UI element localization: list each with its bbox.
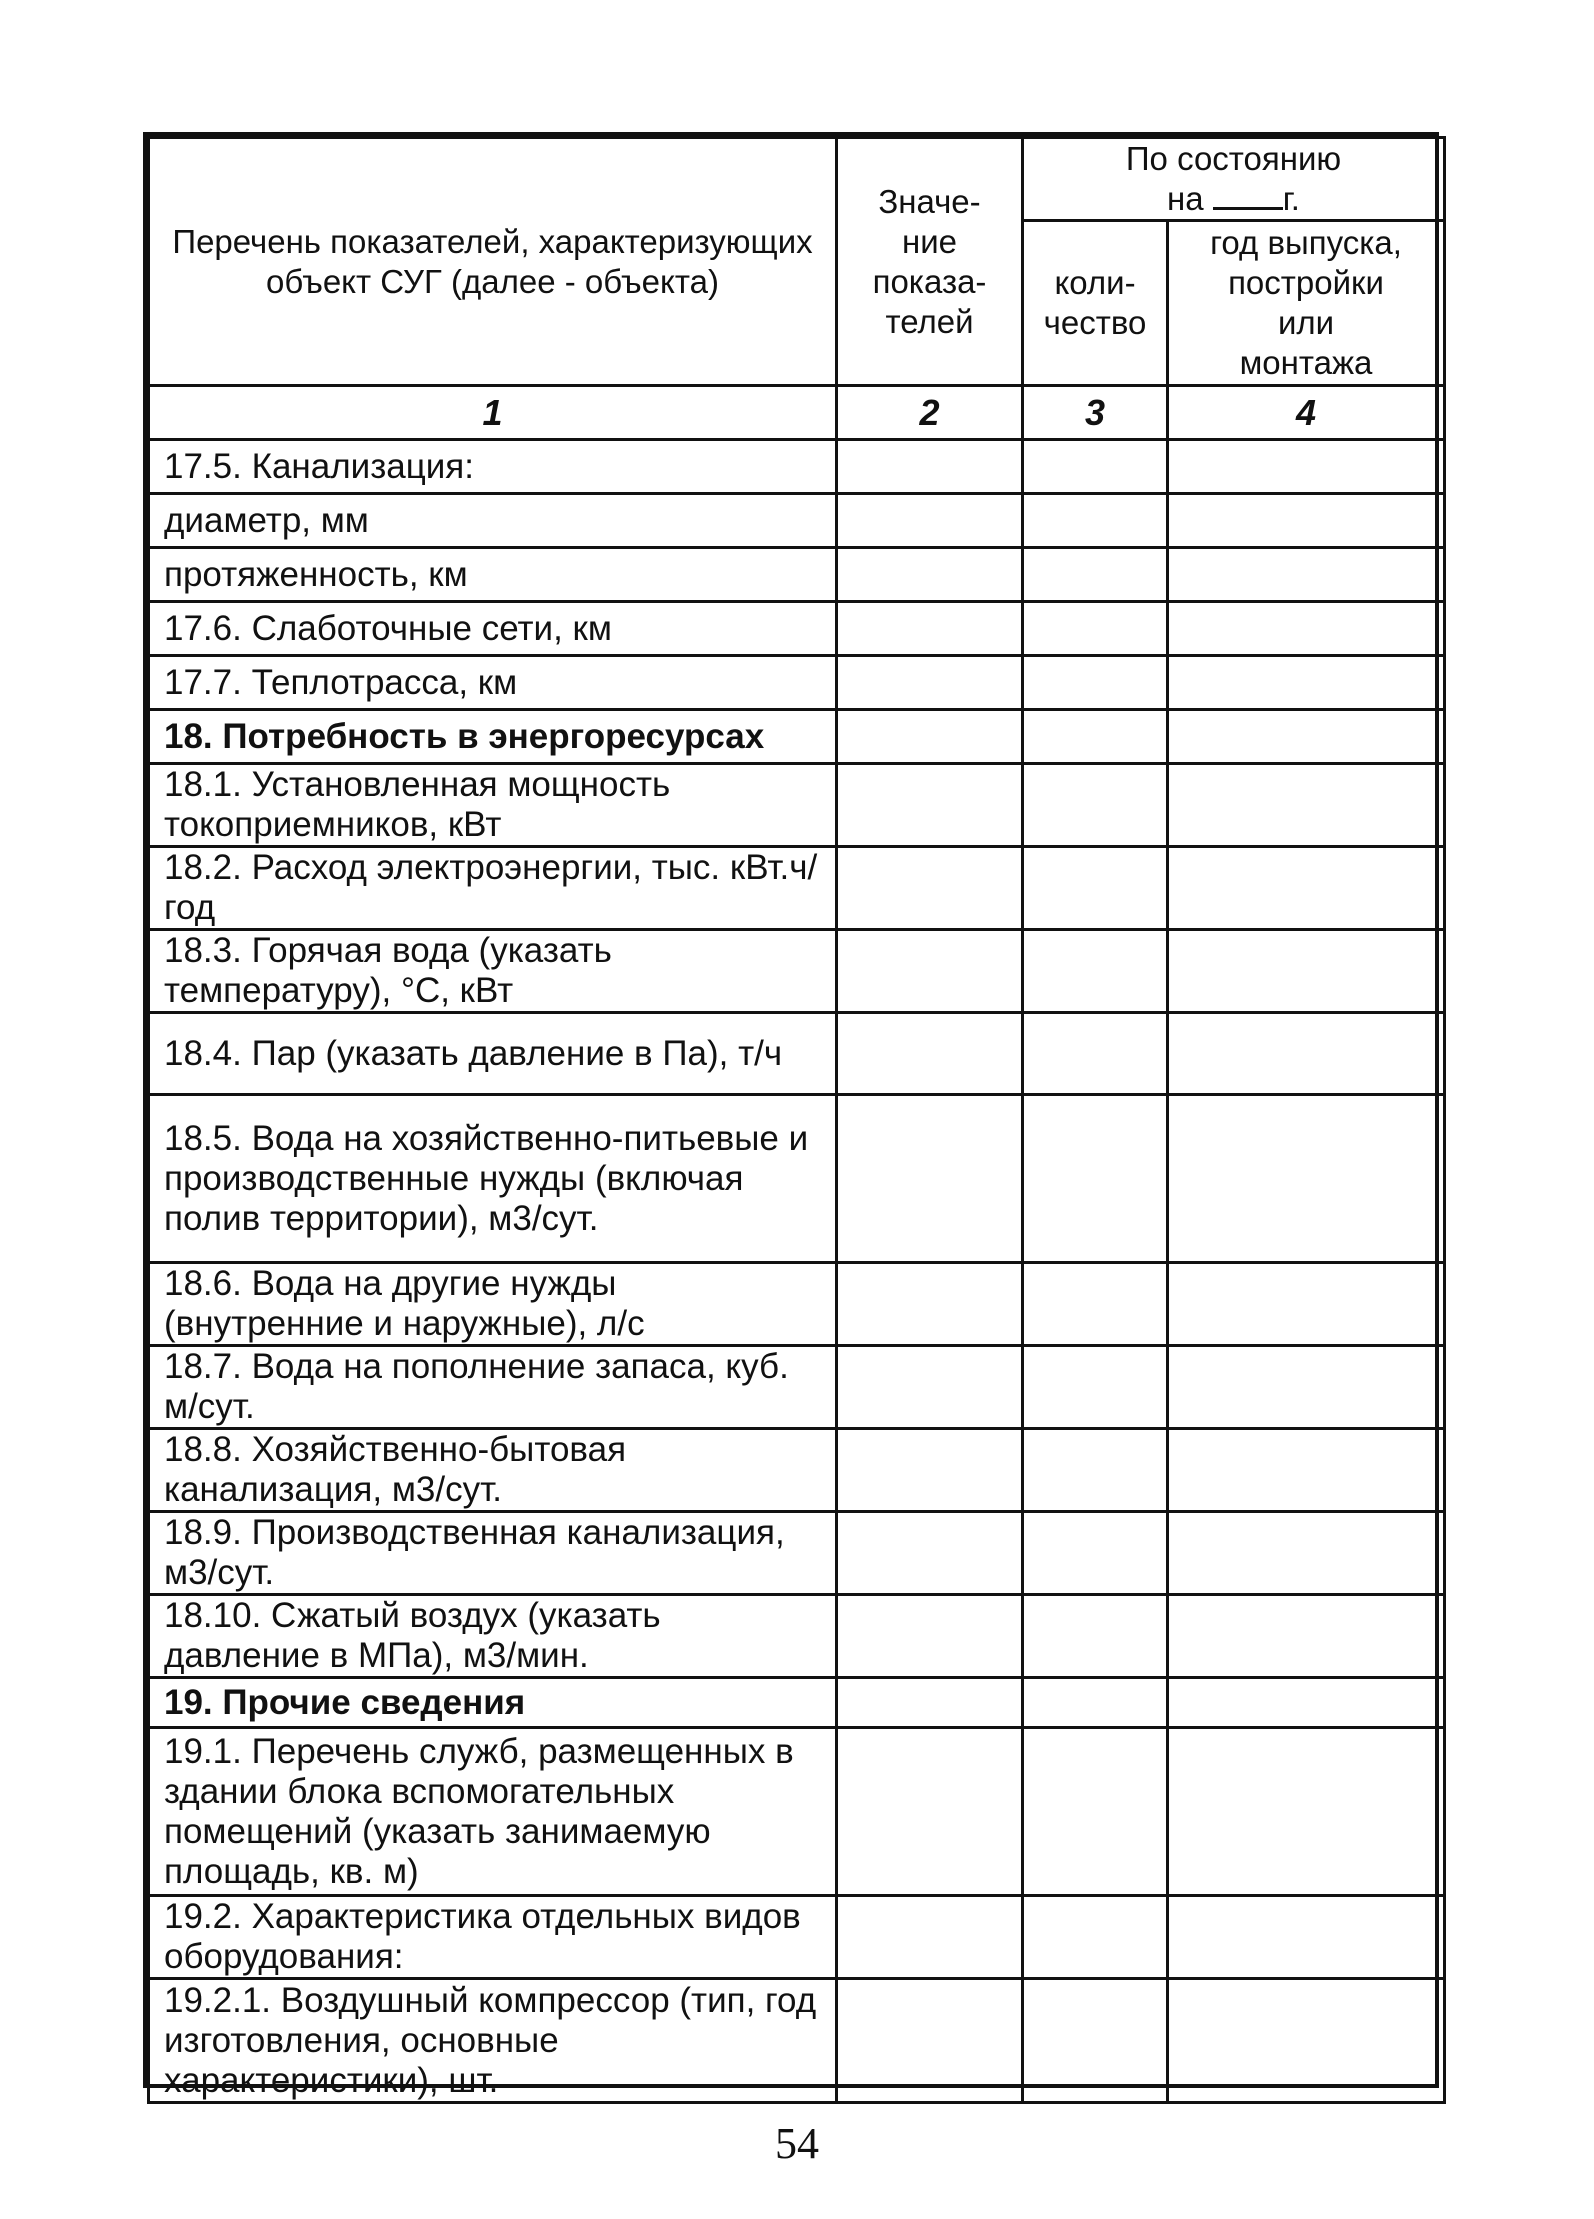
year-cell <box>1168 548 1445 602</box>
row-label: протяженность, км <box>149 548 837 602</box>
value-cell <box>837 1013 1023 1095</box>
table-row <box>149 1595 1445 1678</box>
quantity-cell <box>1023 440 1168 494</box>
indicators-table <box>143 132 1439 2100</box>
value-cell <box>837 602 1023 656</box>
value-cell <box>837 548 1023 602</box>
col-number-2: 2 <box>837 386 1023 440</box>
header-indicators: Перечень показателей, характеризующих объект СУГ (далее - объекта) <box>149 138 837 386</box>
row-label: 19.1. Перечень служб, размещенных в здании блока вспомогательных помещений (указать занимаемую площадь, кв. м) <box>149 1728 837 1896</box>
header-state-date: По состоянию на г. <box>1023 138 1445 221</box>
row-label: 18.5. Вода на хозяйственно-питьевые и производственные нужды (включая полив территории), м3/сут. <box>149 1095 837 1263</box>
row-label: 19. Прочие сведения <box>149 1678 837 1728</box>
quantity-cell <box>1023 1429 1168 1512</box>
year-cell <box>1168 1263 1445 1346</box>
table-row <box>149 548 1445 602</box>
table-row <box>149 847 1445 930</box>
quantity-cell <box>1023 764 1168 847</box>
value-cell <box>837 764 1023 847</box>
row-label: диаметр, мм <box>149 494 837 548</box>
page-number: 54 <box>775 2119 819 2168</box>
year-cell <box>1168 1896 1445 1979</box>
table-row <box>149 440 1445 494</box>
date-blank <box>1213 179 1283 210</box>
table-row <box>149 710 1445 764</box>
table-row <box>149 1512 1445 1595</box>
col-number-4: 4 <box>1168 386 1445 440</box>
value-cell <box>837 1346 1023 1429</box>
quantity-cell <box>1023 602 1168 656</box>
value-cell <box>837 1429 1023 1512</box>
row-label: 18.8. Хозяйственно-бытовая канализация, м3/сут. <box>149 1429 837 1512</box>
year-cell <box>1168 710 1445 764</box>
value-cell <box>837 847 1023 930</box>
table-row <box>149 930 1445 1013</box>
year-cell <box>1168 1678 1445 1728</box>
value-cell <box>837 1728 1023 1896</box>
value-cell <box>837 1263 1023 1346</box>
row-label: 18.4. Пар (указать давление в Па), т/ч <box>149 1013 837 1095</box>
row-label: 18. Потребность в энергоресурсах <box>149 710 837 764</box>
value-cell <box>837 1595 1023 1678</box>
row-label: 18.1. Установленная мощность токоприемников, кВт <box>149 764 837 847</box>
row-label: 17.6. Слаботочные сети, км <box>149 602 837 656</box>
year-cell <box>1168 930 1445 1013</box>
table-row <box>149 1013 1445 1095</box>
quantity-cell <box>1023 847 1168 930</box>
row-label: 18.3. Горячая вода (указать температуру), °С, кВт <box>149 930 837 1013</box>
row-label: 18.7. Вода на пополнение запаса, куб. м/сут. <box>149 1346 837 1429</box>
col-number-3: 3 <box>1023 386 1168 440</box>
row-label: 19.2.1. Воздушный компрессор (тип, год изготовления, основные характеристики), шт. <box>149 1979 837 2103</box>
row-label: 19.2. Характеристика отдельных видов оборудования: <box>149 1896 837 1979</box>
quantity-cell <box>1023 494 1168 548</box>
year-cell <box>1168 847 1445 930</box>
table-row <box>149 1728 1445 1896</box>
header-year: год выпуска, постройки или монтажа <box>1168 221 1445 386</box>
year-cell <box>1168 494 1445 548</box>
quantity-cell <box>1023 1896 1168 1979</box>
header-quantity: коли- чество <box>1023 221 1168 386</box>
value-cell <box>837 440 1023 494</box>
table-row <box>149 602 1445 656</box>
value-cell <box>837 930 1023 1013</box>
quantity-cell <box>1023 1979 1168 2103</box>
table-row <box>149 1678 1445 1728</box>
value-cell <box>837 1896 1023 1979</box>
year-cell <box>1168 1429 1445 1512</box>
table-row <box>149 1346 1445 1429</box>
quantity-cell <box>1023 1263 1168 1346</box>
row-label: 17.7. Теплотрасса, км <box>149 656 837 710</box>
value-cell <box>837 710 1023 764</box>
table-row <box>149 656 1445 710</box>
quantity-cell <box>1023 710 1168 764</box>
quantity-cell <box>1023 1512 1168 1595</box>
table-row <box>149 1263 1445 1346</box>
quantity-cell <box>1023 1013 1168 1095</box>
year-cell <box>1168 764 1445 847</box>
quantity-cell <box>1023 1728 1168 1896</box>
row-label: 17.5. Канализация: <box>149 440 837 494</box>
header-value: Значе- ние показа- телей <box>837 138 1023 386</box>
value-cell <box>837 656 1023 710</box>
quantity-cell <box>1023 548 1168 602</box>
quantity-cell <box>1023 1678 1168 1728</box>
year-cell <box>1168 440 1445 494</box>
table-row <box>149 1429 1445 1512</box>
year-cell <box>1168 1728 1445 1896</box>
quantity-cell <box>1023 1346 1168 1429</box>
table-row <box>149 1979 1445 2103</box>
table-row <box>149 764 1445 847</box>
table-row <box>149 1095 1445 1263</box>
year-cell <box>1168 1013 1445 1095</box>
quantity-cell <box>1023 930 1168 1013</box>
value-cell <box>837 494 1023 548</box>
col-number-1: 1 <box>149 386 837 440</box>
row-label: 18.10. Сжатый воздух (указать давление в МПа), м3/мин. <box>149 1595 837 1678</box>
row-label: 18.2. Расход электроэнергии, тыс. кВт.ч/год <box>149 847 837 930</box>
year-cell <box>1168 1095 1445 1263</box>
row-label: 18.6. Вода на другие нужды (внутренние и наружные), л/с <box>149 1263 837 1346</box>
quantity-cell <box>1023 1595 1168 1678</box>
year-cell <box>1168 1512 1445 1595</box>
year-cell <box>1168 1979 1445 2103</box>
value-cell <box>837 1512 1023 1595</box>
quantity-cell <box>1023 1095 1168 1263</box>
year-cell <box>1168 1595 1445 1678</box>
row-label: 18.9. Производственная канализация, м3/сут. <box>149 1512 837 1595</box>
value-cell <box>837 1979 1023 2103</box>
quantity-cell <box>1023 656 1168 710</box>
value-cell <box>837 1678 1023 1728</box>
value-cell <box>837 1095 1023 1263</box>
year-cell <box>1168 602 1445 656</box>
table-row <box>149 1896 1445 1979</box>
year-cell <box>1168 656 1445 710</box>
table-row <box>149 494 1445 548</box>
year-cell <box>1168 1346 1445 1429</box>
